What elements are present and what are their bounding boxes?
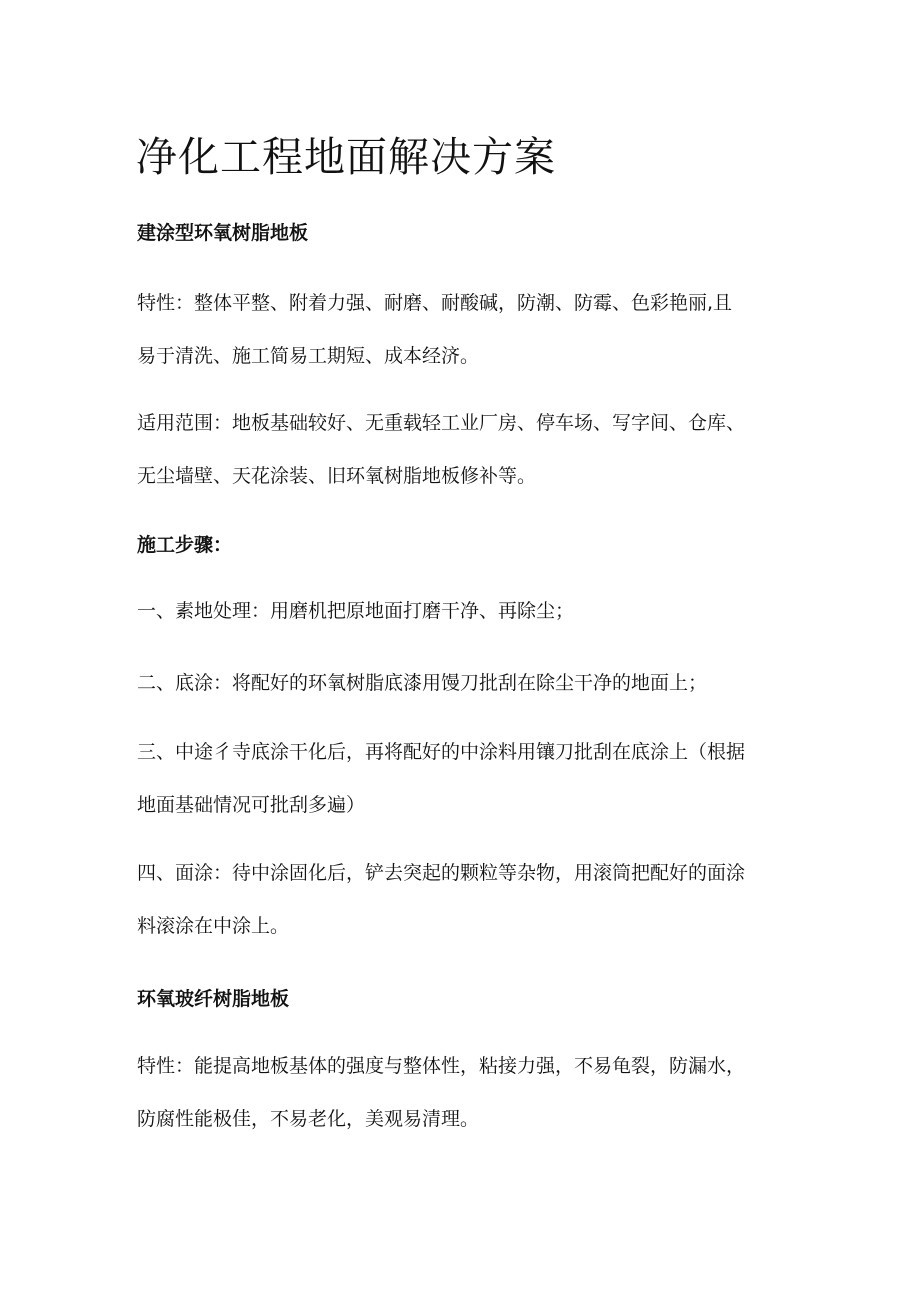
paragraph-features-2 bbox=[137, 1040, 787, 1146]
paragraph-scope bbox=[137, 397, 787, 503]
text-line: 无尘墙壁、天花涂装、旧环氧树脂地板修补等。 bbox=[137, 465, 537, 487]
text-line: 特性：能提高地板基体的强度与整体性，粘接力强，不易龟裂，防漏水， bbox=[137, 1055, 746, 1077]
section-heading-epoxy-fiberglass: 环氧玻纤树脂地板 bbox=[137, 988, 290, 1010]
text-line: 防腐性能极佳，不易老化，美观易清理。 bbox=[137, 1108, 480, 1130]
paragraph-step-3 bbox=[137, 726, 787, 832]
text-line: 一、素地处理：用磨机把原地面打磨干净、再除尘； bbox=[137, 600, 575, 622]
paragraph-step-1 bbox=[137, 585, 787, 638]
section-heading-epoxy-coating: 建涂型环氧树脂地板 bbox=[137, 222, 309, 244]
text-line: 易于清洗、施工简易工期短、成本经济。 bbox=[137, 345, 480, 367]
text-line: 料滚涂在中涂上。 bbox=[137, 915, 290, 937]
text-line: 四、面涂：待中涂固化后，铲去突起的颗粒等杂物，用滚筒把配好的面涂 bbox=[137, 862, 746, 884]
text-line: 三、中途彳寺底涂干化后，再将配好的中涂料用镶刀批刮在底涂上（根据 bbox=[137, 741, 746, 763]
text-line: 地面基础情况可批刮多遍） bbox=[137, 794, 366, 816]
steps-heading: 施工步骤： bbox=[137, 534, 233, 556]
paragraph-step-2 bbox=[137, 657, 787, 710]
paragraph-features-1 bbox=[137, 277, 787, 383]
text-line: 适用范围：地板基础较好、无重载轻工业厂房、停车场、写字间、仓库、 bbox=[137, 412, 746, 434]
paragraph-step-4 bbox=[137, 847, 787, 953]
document-title: 净化工程地面解决方案 bbox=[136, 133, 556, 181]
text-line: 二、底涂：将配好的环氧树脂底漆用馒刀批刮在除尘干净的地面上； bbox=[137, 672, 708, 694]
text-line: 特性：整体平整、附着力强、耐磨、耐酸碱，防潮、防霉、色彩艳丽,且 bbox=[137, 292, 733, 314]
